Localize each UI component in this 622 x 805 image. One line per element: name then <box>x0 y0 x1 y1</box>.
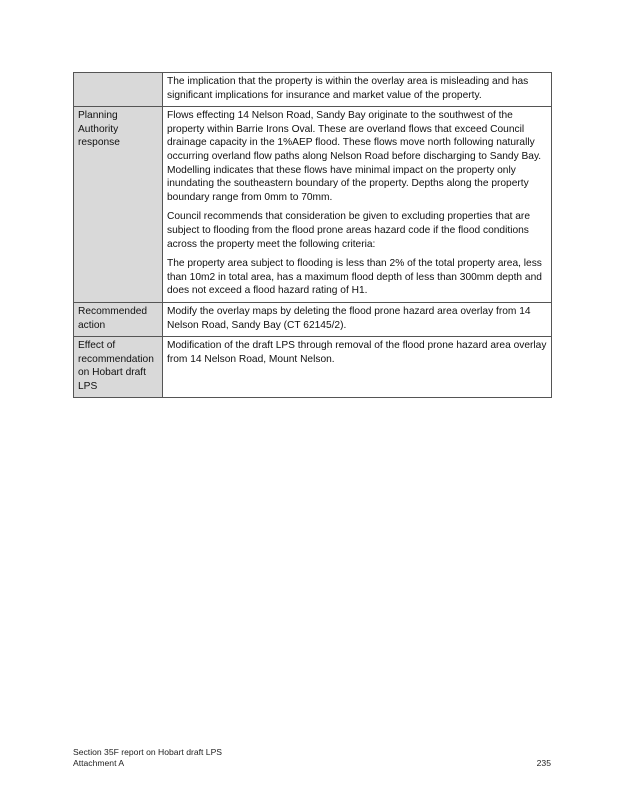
paragraph: Modify the overlay maps by deleting the flood prone hazard area overlay from 14 Nelson Road, Sandy Bay (CT 62145/2). <box>167 305 531 331</box>
row-content <box>163 107 552 303</box>
row-label <box>74 73 163 107</box>
table-row <box>74 73 552 107</box>
table-row <box>74 337 552 398</box>
page-footer <box>73 747 551 769</box>
row-label: Effect of recommendation on Hobart draft LPS <box>74 337 163 398</box>
paragraph: Council recommends that consideration be given to excluding properties that are subject to flooding from the flood prone areas hazard code if the flood conditions across the property meet the following criteria: <box>167 211 530 250</box>
table-row <box>74 107 552 303</box>
row-content <box>163 337 552 398</box>
submission-table <box>73 72 552 398</box>
footer-report-title: Section 35F report on Hobart draft LPS <box>73 747 223 757</box>
paragraph: Flows effecting 14 Nelson Road, Sandy Bay originate to the southwest of the property within Barrie Irons Oval. These are overland flows that exceed Council drainage capacity in the 1%AEP flood. These flows move north following naturally occurring overland flow paths along Nelson Road before discharging to Sandy Bay. Modelling indicates that these flows have minimal impact on the property only inundating the southeastern boundary of the property. Depths along the property boundary range from 0mm to 70mm. <box>167 110 542 203</box>
paragraph: Modification of the draft LPS through removal of the flood prone hazard area overlay from 14 Nelson Road, Mount Nelson. <box>167 340 547 365</box>
table-row <box>74 302 552 336</box>
page-number: 235 <box>536 758 551 768</box>
row-label: Planning Authority response <box>74 107 163 303</box>
paragraph: The property area subject to flooding is less than 2% of the total property area, less than 10m2 in total area, has a maximum flood depth of less than 300mm depth and does not exceed a flood hazard rating of H1. <box>167 258 542 297</box>
row-label: Recommended action <box>74 302 163 336</box>
row-content <box>163 302 552 336</box>
footer-attachment: Attachment A <box>73 758 125 768</box>
paragraph: The implication that the property is within the overlay area is misleading and has significant implications for insurance and market value of the property. <box>167 76 529 101</box>
row-content <box>163 73 552 107</box>
